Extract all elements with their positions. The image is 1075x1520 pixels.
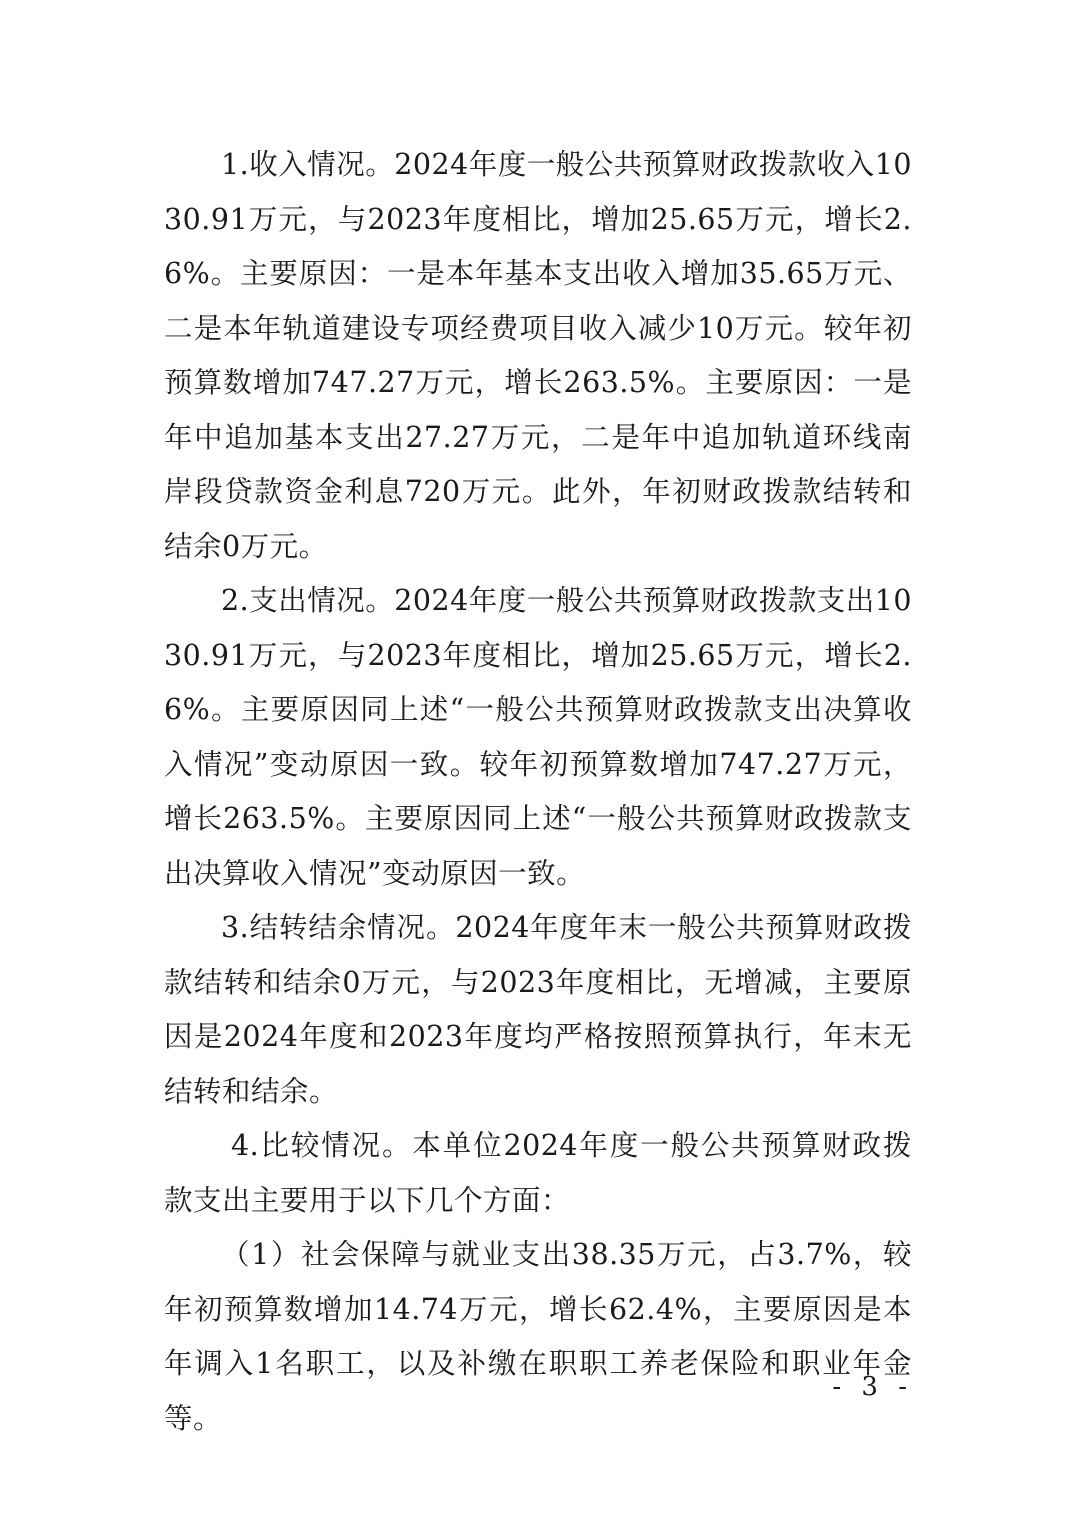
paragraph-income: 1.收入情况。2024年度一般公共预算财政拨款收入1030.91万元，与2023年度相比，增加25.65万元，增长2.6%。主要原因：一是本年基本支出收入增加35.65万元、二是本年轨道建设专项经费项目收入减少10万元。较年初预算数增加747.27万元，增长263.5%。主要原因：一是年中追加基本支出27.27万元，二是年中追加轨道环线南岸段贷款资金利息720万元。此外，年初财政拨款结转和结余0万元。 bbox=[164, 148, 912, 563]
paragraph-expenditure: 2.支出情况。2024年度一般公共预算财政拨款支出1030.91万元，与2023年度相比，增加25.65万元，增长2.6%。主要原因同上述“一般公共预算财政拨款支出决算收入情况”变动原因一致。较年初预算数增加747.27万元，增长263.5%。主要原因同上述“一般公共预算财政拨款支出决算收入情况”变动原因一致。 bbox=[164, 584, 912, 890]
paragraph-social-security: （1）社会保障与就业支出38.35万元，占3.7%，较年初预算数增加14.74万元，增长62.4%，主要原因是本年调入1名职工，以及补缴在职职工养老保险和职业年金等。 bbox=[164, 1238, 912, 1435]
paragraph-comparison: 4.比较情况。本单位2024年度一般公共预算财政拨款支出主要用于以下几个方面： bbox=[164, 1129, 912, 1217]
page-number: - 3 - bbox=[832, 1372, 913, 1402]
paragraph-carryover: 3.结转结余情况。2024年度年末一般公共预算财政拨款结转和结余0万元，与2023年度相比，无增减，主要原因是2024年度和2023年度均严格按照预算执行，年末无结转和结余。 bbox=[164, 911, 912, 1108]
body-text bbox=[164, 138, 912, 1446]
